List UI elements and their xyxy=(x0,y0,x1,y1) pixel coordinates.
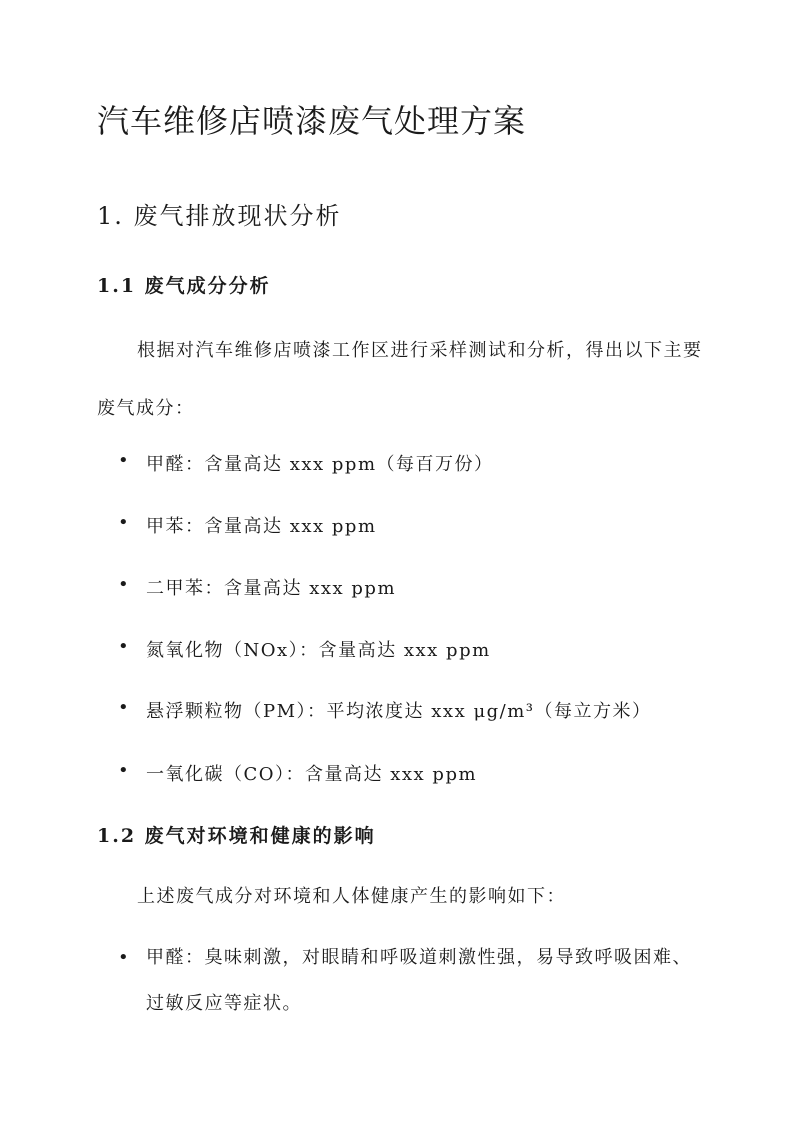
section-heading-1: 1. 废气排放现状分析 xyxy=(97,202,342,230)
bullet-icon: • xyxy=(118,697,131,718)
bullet-icon: • xyxy=(118,636,131,657)
list-item xyxy=(118,450,708,476)
list-item-text: 二甲苯：含量高达 xxx ppm xyxy=(146,578,397,599)
bullet-icon: • xyxy=(118,450,131,471)
paragraph-intro-composition: 根据对汽车维修店喷漆工作区进行采样测试和分析，得出以下主要废气成分： xyxy=(97,340,703,419)
list-item-text: 氮氧化物（NOx）：含量高达 xxx ppm xyxy=(146,640,491,661)
subsection-heading-1-1: 1.1 废气成分分析 xyxy=(97,275,271,297)
document-title: 汽车维修店喷漆废气处理方案 xyxy=(97,102,527,140)
list-item-text: 甲苯：含量高达 xxx ppm xyxy=(146,516,377,537)
list-item xyxy=(118,935,708,1027)
bullet-icon: • xyxy=(118,947,131,968)
bullet-icon: • xyxy=(118,512,131,533)
list-item xyxy=(118,512,708,538)
bullet-icon: • xyxy=(118,760,131,781)
list-item xyxy=(118,760,708,786)
list-item-text: 甲醛：臭味刺激，对眼睛和呼吸道刺激性强，易导致呼吸困难、过敏反应等症状。 xyxy=(146,947,692,1014)
bullet-icon: • xyxy=(118,574,131,595)
list-item-text: 一氧化碳（CO）：含量高达 xxx ppm xyxy=(146,764,478,785)
list-item-text: 悬浮颗粒物（PM）：平均浓度达 xxx μg/m³（每立方米） xyxy=(146,701,652,722)
paragraph-intro-impact: 上述废气成分对环境和人体健康产生的影响如下： xyxy=(137,886,566,907)
list-item xyxy=(118,636,708,662)
list-item xyxy=(118,697,708,723)
list-item-text: 甲醛：含量高达 xxx ppm（每百万份） xyxy=(146,454,494,475)
list-item xyxy=(118,574,708,600)
subsection-heading-1-2: 1.2 废气对环境和健康的影响 xyxy=(97,825,376,847)
